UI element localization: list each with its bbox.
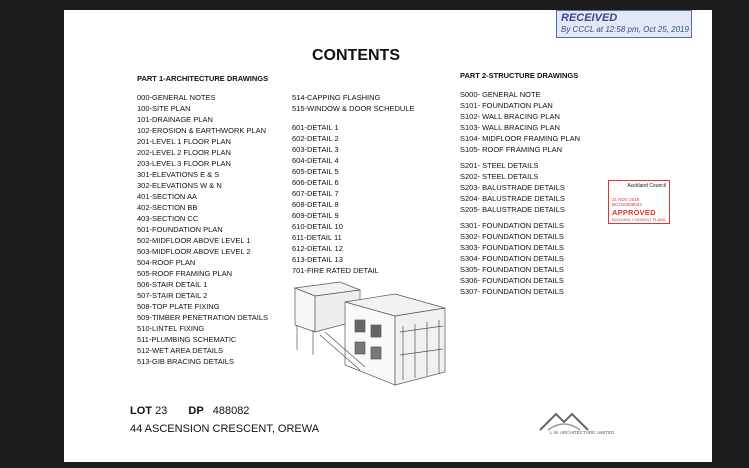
drawing-list-item: 401-SECTION AA [137, 192, 198, 201]
drawing-list-item: 609-DETAIL 9 [292, 211, 339, 220]
drawing-list-item: 403-SECTION CC [137, 214, 199, 223]
stamp-title: RECEIVED [561, 12, 618, 24]
building-3d-drawing [285, 280, 460, 390]
drawing-list-item: 701-FIRE RATED DETAIL [292, 266, 379, 275]
structure-list-item: S101- FOUNDATION PLAN [460, 101, 553, 110]
drawing-list-item: 514-CAPPING FLASHING [292, 93, 381, 102]
drawing-list-item: 608-DETAIL 8 [292, 200, 339, 209]
drawing-list-item: 603-DETAIL 3 [292, 145, 339, 154]
drawing-list-item: 508-TOP PLATE FIXING [137, 302, 220, 311]
structure-list-item: S303- FOUNDATION DETAILS [460, 243, 564, 252]
drawing-list-item: 505-ROOF FRAMING PLAN [137, 269, 233, 278]
structure-list-item: S307- FOUNDATION DETAILS [460, 287, 564, 296]
part1-list-col2a [292, 92, 415, 114]
drawing-list-item: 606-DETAIL 6 [292, 178, 339, 187]
structure-list-item: S103- WALL BRACING PLAN [460, 123, 560, 132]
structure-list-item: S306- FOUNDATION DETAILS [460, 276, 564, 285]
drawing-list-item: 509-TIMBER PENETRATION DETAILS [137, 313, 268, 322]
lot-info [130, 405, 249, 417]
site-address: 44 ASCENSION CRESCENT, OREWA [130, 423, 320, 435]
drawing-list-item: 502-MIDFLOOR ABOVE LEVEL 1 [137, 236, 251, 245]
lot-number: 23 [155, 405, 168, 417]
structure-list-item: S301- FOUNDATION DETAILS [460, 221, 564, 230]
drawing-list-item: 511-PLUMBING SCHEMATIC [137, 335, 237, 344]
structure-list-item: S102- WALL BRACING PLAN [460, 112, 560, 121]
structure-list-item: S204- BALUSTRADE DETAILS [460, 194, 565, 203]
structure-list-item: S302- FOUNDATION DETAILS [460, 232, 564, 241]
part1-list-col1 [137, 92, 268, 367]
lot-label: LOT [130, 405, 152, 417]
dp-number: 488082 [212, 405, 250, 417]
structure-list-item: S304- FOUNDATION DETAILS [460, 254, 564, 263]
structure-list-item: S203- BALUSTRADE DETAILS [460, 183, 565, 192]
drawing-list-item: 503-MIDFLOOR ABOVE LEVEL 2 [137, 247, 251, 256]
drawing-list-item: 513-GIB BRACING DETAILS [137, 357, 234, 366]
drawing-list-item: 302-ELEVATIONS W & N [137, 181, 222, 190]
structure-list-item: S104- MIDFLOOR FRAMING PLAN [460, 134, 581, 143]
drawing-list-item: 507-STAIR DETAIL 2 [137, 291, 208, 300]
drawing-list-item: 101-DRAINAGE PLAN [137, 115, 213, 124]
drawing-list-item: 506-STAIR DETAIL 1 [137, 280, 208, 289]
page-title: CONTENTS [312, 47, 400, 64]
council-status: APPROVED [612, 208, 656, 217]
drawing-list-item: 605-DETAIL 5 [292, 167, 339, 176]
drawing-list-item: 201-LEVEL 1 FLOOR PLAN [137, 137, 231, 146]
council-name: Auckland Council [627, 183, 666, 189]
structure-list-item: S201- STEEL DETAILS [460, 161, 539, 170]
council-date: 21 NOV 2019 BCO10289034 [612, 197, 642, 207]
dp-label: DP [188, 405, 204, 417]
drawing-list-item: 611-DETAIL 11 [292, 233, 342, 242]
drawing-list-item: 512-WET AREA DETAILS [137, 346, 224, 355]
drawing-list-item: 610-DETAIL 10 [292, 222, 343, 231]
stamp-subtitle: By CCCL at 12:58 pm, Oct 25, 2019 [561, 25, 689, 34]
structure-list-item: S305- FOUNDATION DETAILS [460, 265, 564, 274]
architect-name: L.W. ARCHITECTURE LIMITED [550, 430, 615, 435]
drawing-list-item: 510-LINTEL FIXING [137, 324, 205, 333]
drawing-list-item: 402-SECTION BB [137, 203, 198, 212]
drawing-list-item: 102-EROSION & EARTHWORK PLAN [137, 126, 267, 135]
part2-list [460, 89, 580, 297]
drawing-list-item: 501-FOUNDATION PLAN [137, 225, 223, 234]
received-stamp [556, 10, 692, 38]
council-approval-stamp [608, 180, 670, 224]
drawing-list-item: 203-LEVEL 3 FLOOR PLAN [137, 159, 231, 168]
part1-heading: PART 1-ARCHITECTURE DRAWINGS [137, 74, 269, 83]
drawing-list-item: 202-LEVEL 2 FLOOR PLAN [137, 148, 231, 157]
part1-list-col2b [292, 122, 379, 276]
structure-list-item: S205- BALUSTRADE DETAILS [460, 205, 565, 214]
structure-list-item: S105- ROOF FRAMING PLAN [460, 145, 563, 154]
structure-list-item: S000- GENERAL NOTE [460, 90, 541, 99]
drawing-list-item: 000-GENERAL NOTES [137, 93, 216, 102]
drawing-list-item: 613-DETAIL 13 [292, 255, 343, 264]
drawing-list-item: 601-DETAIL 1 [292, 123, 339, 132]
drawing-list-item: 607-DETAIL 7 [292, 189, 339, 198]
drawing-list-item: 612-DETAIL 12 [292, 244, 343, 253]
structure-list-item: S202- STEEL DETAILS [460, 172, 539, 181]
drawing-list-item: 301-ELEVATIONS E & S [137, 170, 220, 179]
drawing-list-item: 504-ROOF PLAN [137, 258, 196, 267]
council-note: BUILDING CONSENT PLANS [612, 217, 666, 222]
drawing-list-item: 602-DETAIL 2 [292, 134, 339, 143]
drawing-list-item: 604-DETAIL 4 [292, 156, 339, 165]
drawing-list-item: 515-WINDOW & DOOR SCHEDULE [292, 104, 415, 113]
drawing-list-item: 100-SITE PLAN [137, 104, 191, 113]
part2-heading: PART 2-STRUCTURE DRAWINGS [460, 71, 579, 80]
